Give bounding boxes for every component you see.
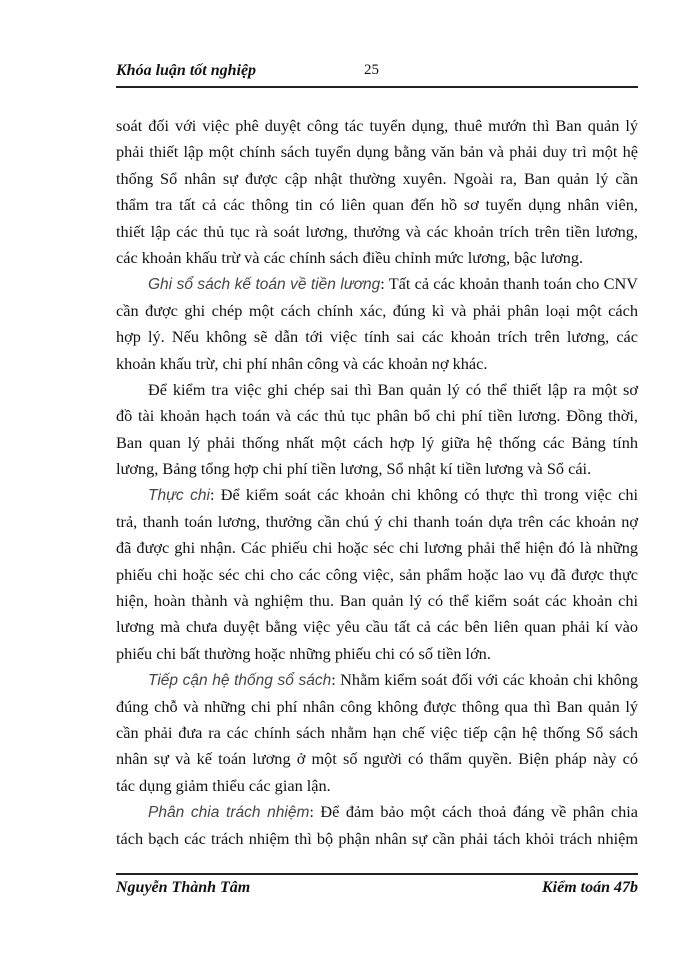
line-text: đã được ghi nhận. Các phiếu chi hoặc séc chi lương phải thể hiện đó là những	[116, 538, 638, 558]
text-line	[116, 351, 638, 377]
line-text: tách bạch các trách nhiệm thì bộ phận nhân sự cần phải tách khỏi trách nhiệm	[116, 828, 638, 848]
line-text: : Tất cả các khoản thanh toán cho CNV	[380, 274, 638, 294]
text-line	[116, 588, 638, 614]
text-line	[116, 245, 638, 271]
footer-class: Kiểm toán 47b	[541, 879, 638, 896]
line-text: tác dụng giảm thiểu các gian lận.	[116, 775, 331, 795]
line-text: cần được ghi chép một cách chính xác, đúng kì và phải phân loại một cách	[116, 300, 638, 320]
text-line	[116, 192, 638, 218]
text-line	[116, 113, 638, 139]
line-text: trả, thanh toán lương, thưởng cần chú ý chi thanh toán dựa trên các khoản nợ	[116, 511, 638, 531]
line-text: : Để đảm bảo một cách thoả đáng về phân chia	[309, 802, 638, 822]
text-line	[116, 720, 638, 746]
line-text: phiếu chi hoặc séc chi cho các công việc, sản phẩm hoặc lao vụ đã được thực	[116, 564, 638, 584]
line-text: soát đối với việc phê duyệt công tác tuyển dụng, thuê mướn thì Ban quản lý	[116, 116, 638, 135]
text-line	[116, 509, 638, 535]
text-line	[116, 562, 638, 588]
text-line	[116, 773, 638, 799]
line-text: phải thiết lập một chính sách tuyển dụng bằng văn bản và phải duy trì một hệ	[116, 142, 638, 162]
line-text: khoản khấu trừ, chi phí nhân công và các khoản nợ khác.	[116, 353, 488, 373]
paragraph-heading: Phân chia trách nhiệm	[148, 804, 310, 822]
document-body	[116, 113, 638, 852]
text-line	[116, 667, 638, 693]
text-line	[116, 826, 638, 852]
header-title: Khóa luận tốt nghiệp	[116, 62, 257, 79]
line-text: Để kiểm tra việc ghi chép sai thì Ban quản lý có thể thiết lập ra một sơ	[148, 379, 638, 399]
line-text: : Để kiểm soát các khoản chi không có thực thì trong việc chi	[209, 485, 638, 505]
line-text: lương, Bảng tổng hợp chi phí tiền lương, Sổ nhật kí tiền lương và Sổ cái.	[116, 459, 592, 479]
text-line	[116, 298, 638, 324]
text-line	[116, 535, 638, 561]
line-text: thống Sổ nhân sự được cập nhật thường xuyên. Ngoài ra, Ban quản lý cần	[116, 168, 638, 188]
line-text: lương mà chưa duyệt bằng việc yêu cầu tất cả các bên liên quan phải kí vào	[116, 617, 638, 637]
text-line	[116, 482, 638, 508]
text-line	[116, 219, 638, 245]
line-text: các khoản khấu trừ và các chính sách điều chỉnh mức lương, bậc lương.	[116, 247, 584, 267]
line-text: Ban quan lý phải thống nhất một cách hợp lý giữa hệ thống các Bảng tính	[116, 432, 638, 452]
text-line	[116, 430, 638, 456]
text-line	[116, 324, 638, 350]
paragraph-heading: Thực chi	[148, 487, 210, 505]
text-line	[116, 271, 638, 297]
line-text: đúng chỗ và những chi phí nhân công không được thông qua thì Ban quản lý	[116, 696, 638, 716]
text-line	[116, 694, 638, 720]
text-line	[116, 746, 638, 772]
page-footer	[116, 873, 638, 896]
paragraph-heading: Tiếp cận hệ thống sổ sách	[148, 672, 332, 690]
line-text: hiện, hoàn thành và nghiệm thu. Ban quản lý có thể kiểm soát các khoản chi	[116, 591, 638, 611]
text-line	[116, 403, 638, 429]
page-header	[116, 60, 638, 88]
line-text: phiếu chi bất thường hoặc những phiếu chi có số tiền lớn.	[116, 643, 491, 663]
line-text: nhân sự và kế toán lương ở một số người có thẩm quyền. Biện pháp này có	[116, 749, 638, 769]
text-line	[116, 139, 638, 165]
text-line	[116, 456, 638, 482]
text-line	[116, 641, 638, 667]
line-text: đồ tài khoản hạch toán và các thủ tục phân bổ chi phí tiền lương. Đồng thời,	[116, 406, 638, 426]
line-text: cần phải đưa ra các chính sách nhằm hạn chế việc tiếp cận hệ thống Sổ sách	[116, 722, 638, 742]
text-line	[116, 799, 638, 825]
paragraph-heading: Ghi sổ sách kế toán về tiền lương	[148, 276, 381, 294]
text-line	[116, 166, 638, 192]
line-text: : Nhằm kiểm soát đối với các khoản chi không	[331, 670, 638, 690]
text-line	[116, 614, 638, 640]
text-line	[116, 377, 638, 403]
footer-author: Nguyễn Thành Tâm	[116, 879, 251, 896]
page-number: 25	[364, 62, 379, 78]
line-text: thiết lập các thủ tục rà soát lương, thưởng và các khoản trích trên tiền lương,	[116, 221, 638, 241]
line-text: thẩm tra tất cả các thông tin có liên quan đến hồ sơ tuyển dụng nhân viên,	[116, 195, 638, 215]
line-text: hợp lý. Nếu không sẽ dẫn tới việc tính sai các khoản trích trên lương, các	[116, 327, 638, 347]
